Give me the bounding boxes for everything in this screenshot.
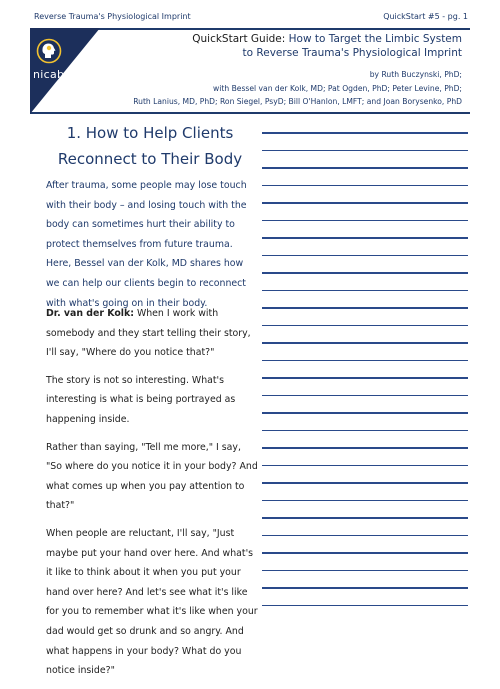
paragraph: Rather than saying, "Tell me more," I say, "So where do you notice it in your body? And what comes up when you pay attention to that?" [46, 441, 258, 512]
paragraph [46, 304, 258, 363]
note-line [262, 377, 468, 379]
section-heading-line2: Reconnect to Their Body [57, 150, 243, 168]
paragraph: The story is not so interesting. What's interesting is what is being portrayed as happening inside. [46, 374, 236, 425]
note-line [262, 517, 468, 519]
section-heading-line1: 1. How to Help Clients [66, 124, 234, 142]
note-line [262, 395, 468, 397]
note-line [262, 535, 468, 537]
speaker-name: Dr. van der Kolk: [46, 308, 134, 319]
note-line [262, 465, 468, 467]
note-line [262, 167, 468, 169]
note-line [262, 202, 468, 204]
credit-line: Ruth Lanius, MD, PhD; Ron Siegel, PsyD; Bill O'Hanlon, LMFT; and Joan Borysenko, PhD [133, 97, 462, 106]
note-line [262, 552, 468, 554]
note-line [262, 220, 468, 222]
intro-paragraph: After trauma, some people may lose touch with their body – and losing touch with the body can sometimes hurt their ability to protect themselves from future trauma. Here, Bessel van der Kolk, MD shares how we can help our clients begin to reconnect with what's going on in their body. [46, 180, 247, 309]
guide-title-rest: How to Target the Limbic System [288, 33, 462, 45]
credit-line: by Ruth Buczynski, PhD; [369, 70, 462, 79]
paragraph-text: When I work with somebody and they start telling their story, I'll say, "Where do you notice that?" [46, 308, 251, 359]
page-number: QuickStart #5 - pg. 1 [383, 12, 468, 21]
guide-title-line2: to Reverse Trauma's Physiological Imprint [242, 47, 462, 59]
note-line [262, 185, 468, 187]
note-line [262, 342, 468, 344]
note-line [262, 587, 468, 589]
running-header-title: Reverse Trauma's Physiological Imprint [34, 12, 191, 21]
note-line [262, 570, 468, 572]
note-line [262, 272, 468, 274]
note-line [262, 605, 468, 607]
note-line [262, 430, 468, 432]
note-line [262, 360, 468, 362]
title-banner [30, 28, 470, 114]
interview-text [46, 304, 258, 689]
logo-wordmark: nicabm [33, 68, 76, 81]
paragraph: When people are reluctant, I'll say, "Just maybe put your hand over here. And what's it like to think about it when you put your hand over here? And let's see what it's like for you to remember what it's like when your dad would get so drunk and so angry. And what happens in your body? What do you notice inside?" [46, 527, 258, 677]
note-line [262, 290, 468, 292]
note-line [262, 255, 468, 257]
note-line [262, 307, 468, 309]
guide-title-lead: QuickStart Guide: [192, 33, 286, 45]
note-line [262, 237, 468, 239]
credit-line: with Bessel van der Kolk, MD; Pat Ogden, PhD; Peter Levine, PhD; [213, 83, 462, 93]
note-line [262, 447, 468, 449]
note-line [262, 482, 468, 484]
guide-title [192, 32, 462, 60]
note-line [262, 150, 468, 152]
note-line [262, 500, 468, 502]
section-heading [50, 120, 250, 172]
running-header [34, 12, 468, 26]
note-line [262, 412, 468, 414]
note-line [262, 132, 468, 134]
note-line [262, 325, 468, 327]
author-credits [133, 68, 462, 109]
note-lines-column [262, 132, 468, 627]
head-profile-logo-icon [36, 38, 62, 64]
